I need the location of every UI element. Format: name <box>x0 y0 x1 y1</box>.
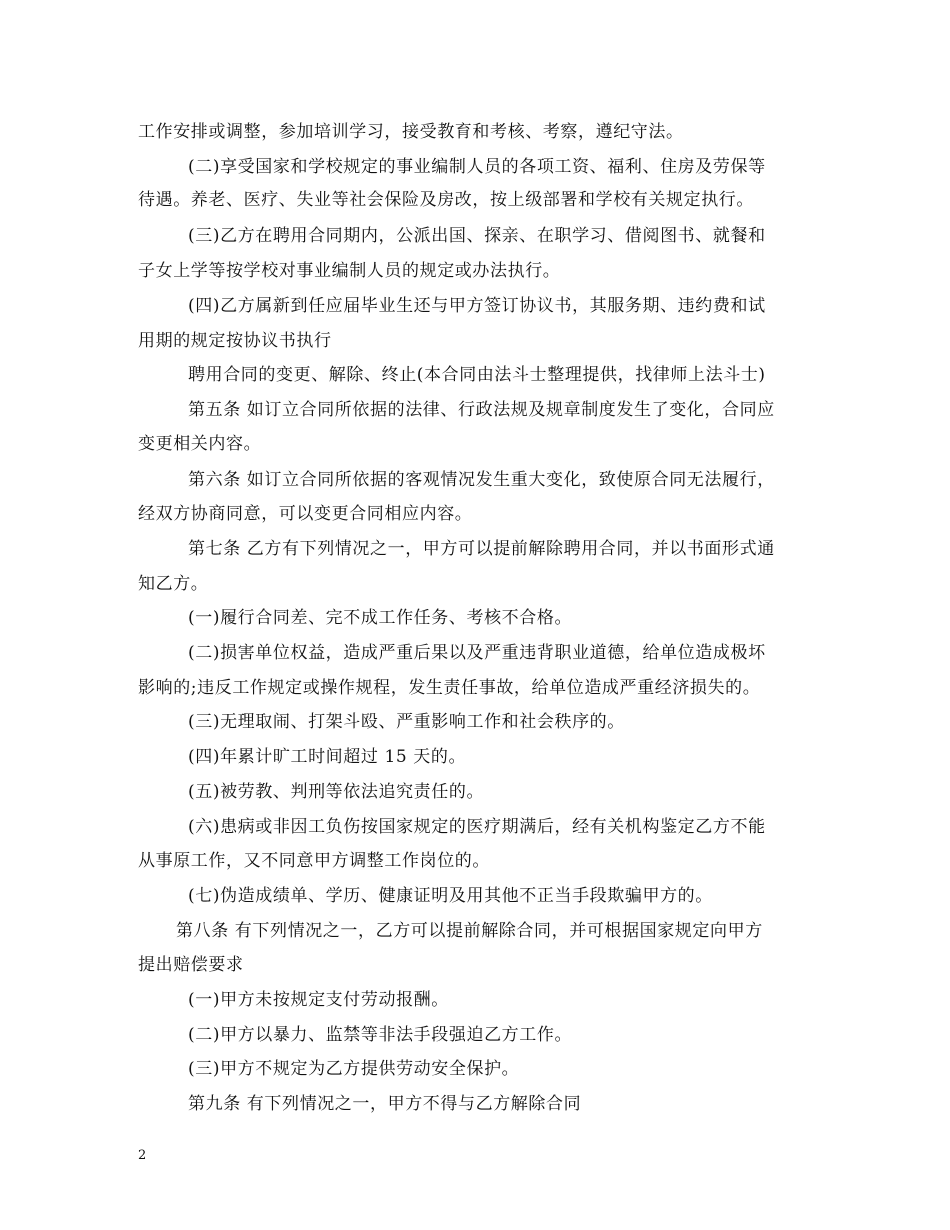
list-item: (二)损害单位权益，造成严重后果以及严重违背职业道德，给单位造成极坏 <box>188 643 766 663</box>
list-item: (三)无理取闹、打架斗殴、严重影响工作和社会秩序的。 <box>188 712 625 732</box>
list-item: (五)被劳教、判刑等依法追究责任的。 <box>188 782 485 802</box>
list-item: (一)甲方未按规定支付劳动报酬。 <box>188 990 449 1010</box>
list-item: (四)年累计旷工时间超过 15 天的。 <box>188 747 467 767</box>
article-line: 第九条 有下列情况之一，甲方不得与乙方解除合同 <box>188 1094 582 1114</box>
list-item: (六)患病或非因工负伤按国家规定的医疗期满后，经有关机构鉴定乙方不能 <box>188 817 766 837</box>
list-item: (三)甲方不规定为乙方提供劳动安全保护。 <box>188 1059 520 1079</box>
text-line: (二)享受国家和学校规定的事业编制人员的各项工资、福利、住房及劳保等 <box>188 157 766 177</box>
list-item: (一)履行合同差、完不成工作任务、考核不合格。 <box>188 608 573 628</box>
text-line: (四)乙方属新到任应届毕业生还与甲方签订协议书，其服务期、违约费和试 <box>188 296 766 316</box>
text-line: 用期的规定按协议书执行 <box>138 331 332 351</box>
section-heading: 聘用合同的变更、解除、终止(本合同由法斗士整理提供，找律师上法斗士) <box>188 365 766 385</box>
text-line: (三)乙方在聘用合同期内，公派出国、探亲、在职学习、借阅图书、就餐和 <box>188 226 766 246</box>
article-line: 第五条 如订立合同所依据的法律、行政法规及规章制度发生了变化，合同应 <box>188 400 775 420</box>
page-number: 2 <box>138 1148 147 1163</box>
text-line: 提出赔偿要求 <box>138 955 244 975</box>
article-line: 第八条 有下列情况之一，乙方可以提前解除合同，并可根据国家规定向甲方 <box>176 921 763 941</box>
text-line: 从事原工作，又不同意甲方调整工作岗位的。 <box>138 851 490 871</box>
text-line: 工作安排或调整，参加培训学习，接受教育和考核、考察，遵纪守法。 <box>138 122 684 142</box>
text-line: 子女上学等按学校对事业编制人员的规定或办法执行。 <box>138 261 561 281</box>
text-line: 知乙方。 <box>138 574 209 594</box>
list-item: (七)伪造成绩单、学历、健康证明及用其他不正当手段欺骗甲方的。 <box>188 886 713 906</box>
text-line: 待遇。养老、医疗、失业等社会保险及房改，按上级部署和学校有关规定执行。 <box>138 190 754 210</box>
text-line: 影响的;违反工作规定或操作规程，发生责任事故，给单位造成严重经济损失的。 <box>138 678 761 698</box>
article-line: 第六条 如订立合同所依据的客观情况发生重大变化，致使原合同无法履行， <box>188 470 775 490</box>
text-line: 经双方协商同意，可以变更合同相应内容。 <box>138 504 473 524</box>
text-line: 变更相关内容。 <box>138 434 262 454</box>
article-line: 第七条 乙方有下列情况之一，甲方可以提前解除聘用合同，并以书面形式通 <box>188 539 775 559</box>
list-item: (二)甲方以暴力、监禁等非法手段强迫乙方工作。 <box>188 1025 573 1045</box>
